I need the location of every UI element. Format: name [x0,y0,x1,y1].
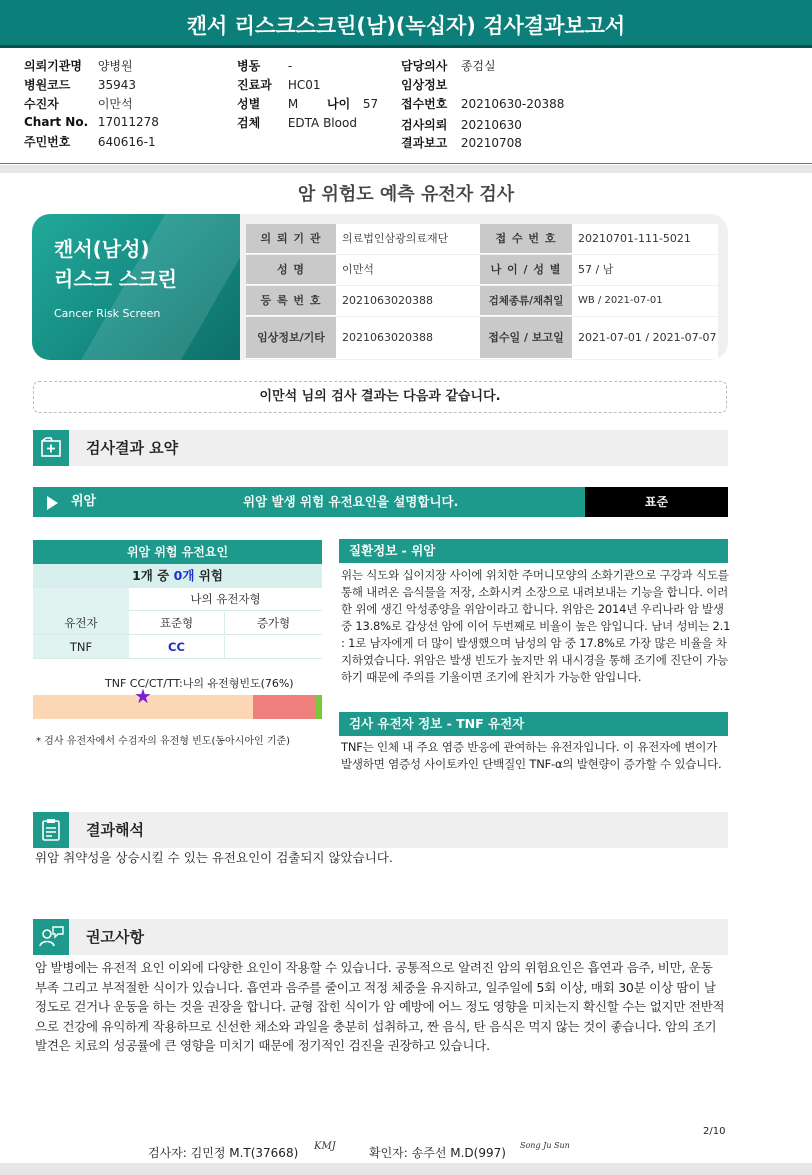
header-hospital-code: 병원코드 35943 [24,78,137,92]
checker-signature: Song Ju Sun [520,1141,570,1150]
product-subtitle: Cancer Risk Screen [54,307,161,320]
my-genotype-star-icon: ★ [134,684,152,708]
gene-info-text: TNF는 인체 내 주요 염증 반응에 관여하는 유전자입니다. 이 유전자에 변이가 발생하면 염증성 사이토카인 단백질인 TNF-α의 발현량이 증가할 수 있습니다. [341,740,722,771]
info-value: 2021063020388 [336,286,480,316]
summary-title: 검사결과 요약 [86,439,179,457]
risk-table-title: 위암 위험 유전요인 [33,540,322,564]
standard-genotype-value: CC [129,636,225,659]
header-doctor: 담당의사 종검실 [401,59,496,73]
info-value: 이만석 [336,255,480,285]
disease-info-text: 위는 식도와 십이지장 사이에 위치한 주머니모양의 소화기관으로 구강과 식도를 통해 내려온 음식물을 저장, 소화시켜 소장으로 내려보내는 기능을 합니다. 이러한 위에 생긴 악성종양을 위암이라고 합니다. 위암은 2014년 우리나라 암 발생 중 13.8%로 갑상선 암에 이어 두번째로 비율이 높은 암입니다. 남녀 성비는 2.1 : 1로 남자에게 더 많이 발생했으며 남성의 암 중 17.8%로 가장 많은 비율을 차지하였습니다. 위암은 발생 빈도가 높지만 위 내시경을 통해 조기에 진단이 가능하기 때문에 주의를 기울이면 조기에 완치가 가능한 암입니다. [341,568,731,684]
advice-title: 권고사항 [86,928,144,946]
increased-type-header: 증가형 [225,612,322,635]
frequency-label: TNF CC/CT/TT:나의 유전형빈도(76%) [105,677,294,690]
header-patient: 수진자 이만석 [24,97,133,111]
standard-badge: 표준 [585,487,728,517]
gene-column-header: 유전자 [33,612,129,635]
frequency-bar [33,695,322,719]
advice-text: 암 발병에는 유전적 요인 이외에 다양한 요인이 작용할 수 있습니다. 공통적으로 알려진 암의 위험요인은 흡연과 음주, 비만, 운동 부족 그리고 부적절한 식이가 있습니다. 흡연과 음주를 줄이고 적정 체중을 유지하고, 일주일에 5회 이상, 매회 30분 이상 땀이 날 정도로 걷거나 운동을 하는 것을 권장을 합니다. 균형 잡힌 식이가 암 예방에 어느 정도 영향을 미치는지 확신할 수는 없지만 전반적으로 건강에 유익하게 작용하므로 신선한 채소와 과일을 충분히 섭취하고, 짠 음식, 탄 음식은 먹지 않는 것이 좋습니다. 암의 조기발견은 치료의 성공률에 큰 영향을 미치기 때문에 정기적인 검진을 권장하고 있습니다. [35,960,725,1053]
cancer-name: 위암 [71,494,97,509]
header-chart-no: Chart No. 17011278 [24,115,159,129]
consultation-icon [33,919,69,955]
info-value: WB / 2021-07-01 [572,286,718,316]
risk-count: 1개 중 0개 위험 [33,564,322,588]
header-sex: 성별 M [237,97,299,111]
frequency-footnote: * 검사 유전자에서 수검자의 유전형 빈도(동아시아인 기준) [36,736,291,747]
tester-signature-line: 검사자: 김민정 M.T(37668) [148,1146,299,1160]
header-ward: 병동 - [237,59,293,73]
header-request-date: 검사의뢰 20210630 [401,118,522,132]
interpretation-section-header [33,812,728,848]
header-report-date: 결과보고 20210708 [401,136,522,150]
checker-signature-line: 확인자: 송주선 M.D(997) [369,1146,506,1160]
tester-signature: KMJ [314,1141,336,1152]
disease-info-header: 질환정보 - 위암 [339,539,728,563]
info-label: 등 록 번 호 [246,286,336,316]
my-genotype-header: 나의 유전자형 [129,588,322,611]
frequency-segment-other [253,695,316,719]
header-resident-no: 주민번호 640616-1 [24,135,156,149]
product-badge [32,214,240,360]
info-label: 나 이 / 성 별 [480,255,572,285]
header-department: 진료과 HC01 [237,78,321,92]
frequency-segment-rare [316,695,322,719]
info-label: 접 수 번 호 [480,224,572,254]
info-value: 2021-07-01 / 2021-07-07 [572,317,718,359]
header-referrer: 의뢰기관명 양병원 [24,59,133,73]
patient-info-card [32,214,728,360]
header-clinical-info: 임상정보 [401,78,448,92]
info-value: 57 / 남 [572,255,718,285]
footer-band [0,1163,812,1175]
increased-genotype-value [225,636,322,659]
info-label: 접수일 / 보고일 [480,317,572,359]
info-value: 20210701-111-5021 [572,224,718,254]
interpretation-title: 결과해석 [86,821,144,839]
info-value: 2021063020388 [336,317,480,359]
advice-section-header [33,919,728,955]
result-intro: 이만석 님의 검사 결과는 다음과 같습니다. [33,381,727,413]
info-label: 의 뢰 기 관 [246,224,336,254]
page-number: 2/10 [703,1126,726,1137]
header-age: 나이 57 [327,97,379,111]
plus-folder-icon [33,430,69,466]
report-header [0,52,812,164]
info-value: 의료법인삼광의료재단 [336,224,480,254]
info-label: 검체종류/채취일 [480,286,572,316]
sheet-title: 암 위험도 예측 유전자 검사 [297,184,515,205]
play-arrow-icon [47,496,58,510]
clipboard-icon [33,812,69,848]
header-divider [0,165,812,173]
interpretation-text: 위암 취약성을 상승시킬 수 있는 유전요인이 검출되지 않았습니다. [35,850,393,865]
info-label: 성 명 [246,255,336,285]
product-title: 캔서(남성) 리스크 스크린 [54,237,177,291]
cancer-description: 위암 발생 위험 유전요인을 설명합니다. [243,494,459,509]
header-specimen: 검체 EDTA Blood [237,116,357,130]
standard-type-header: 표준형 [129,612,225,635]
gene-info-header: 검사 유전자 정보 - TNF 유전자 [339,712,728,736]
summary-section-header [33,430,728,466]
gene-name: TNF [33,636,129,659]
info-label: 임상정보/기타 [246,317,336,359]
cancer-type-bar [33,487,728,517]
header-accession-no: 접수번호 20210630-20388 [401,97,565,111]
risk-count-value: 0개 [173,568,195,583]
report-banner: 캔서 리스크스크린(남)(녹십자) 검사결과보고서 [0,0,812,48]
